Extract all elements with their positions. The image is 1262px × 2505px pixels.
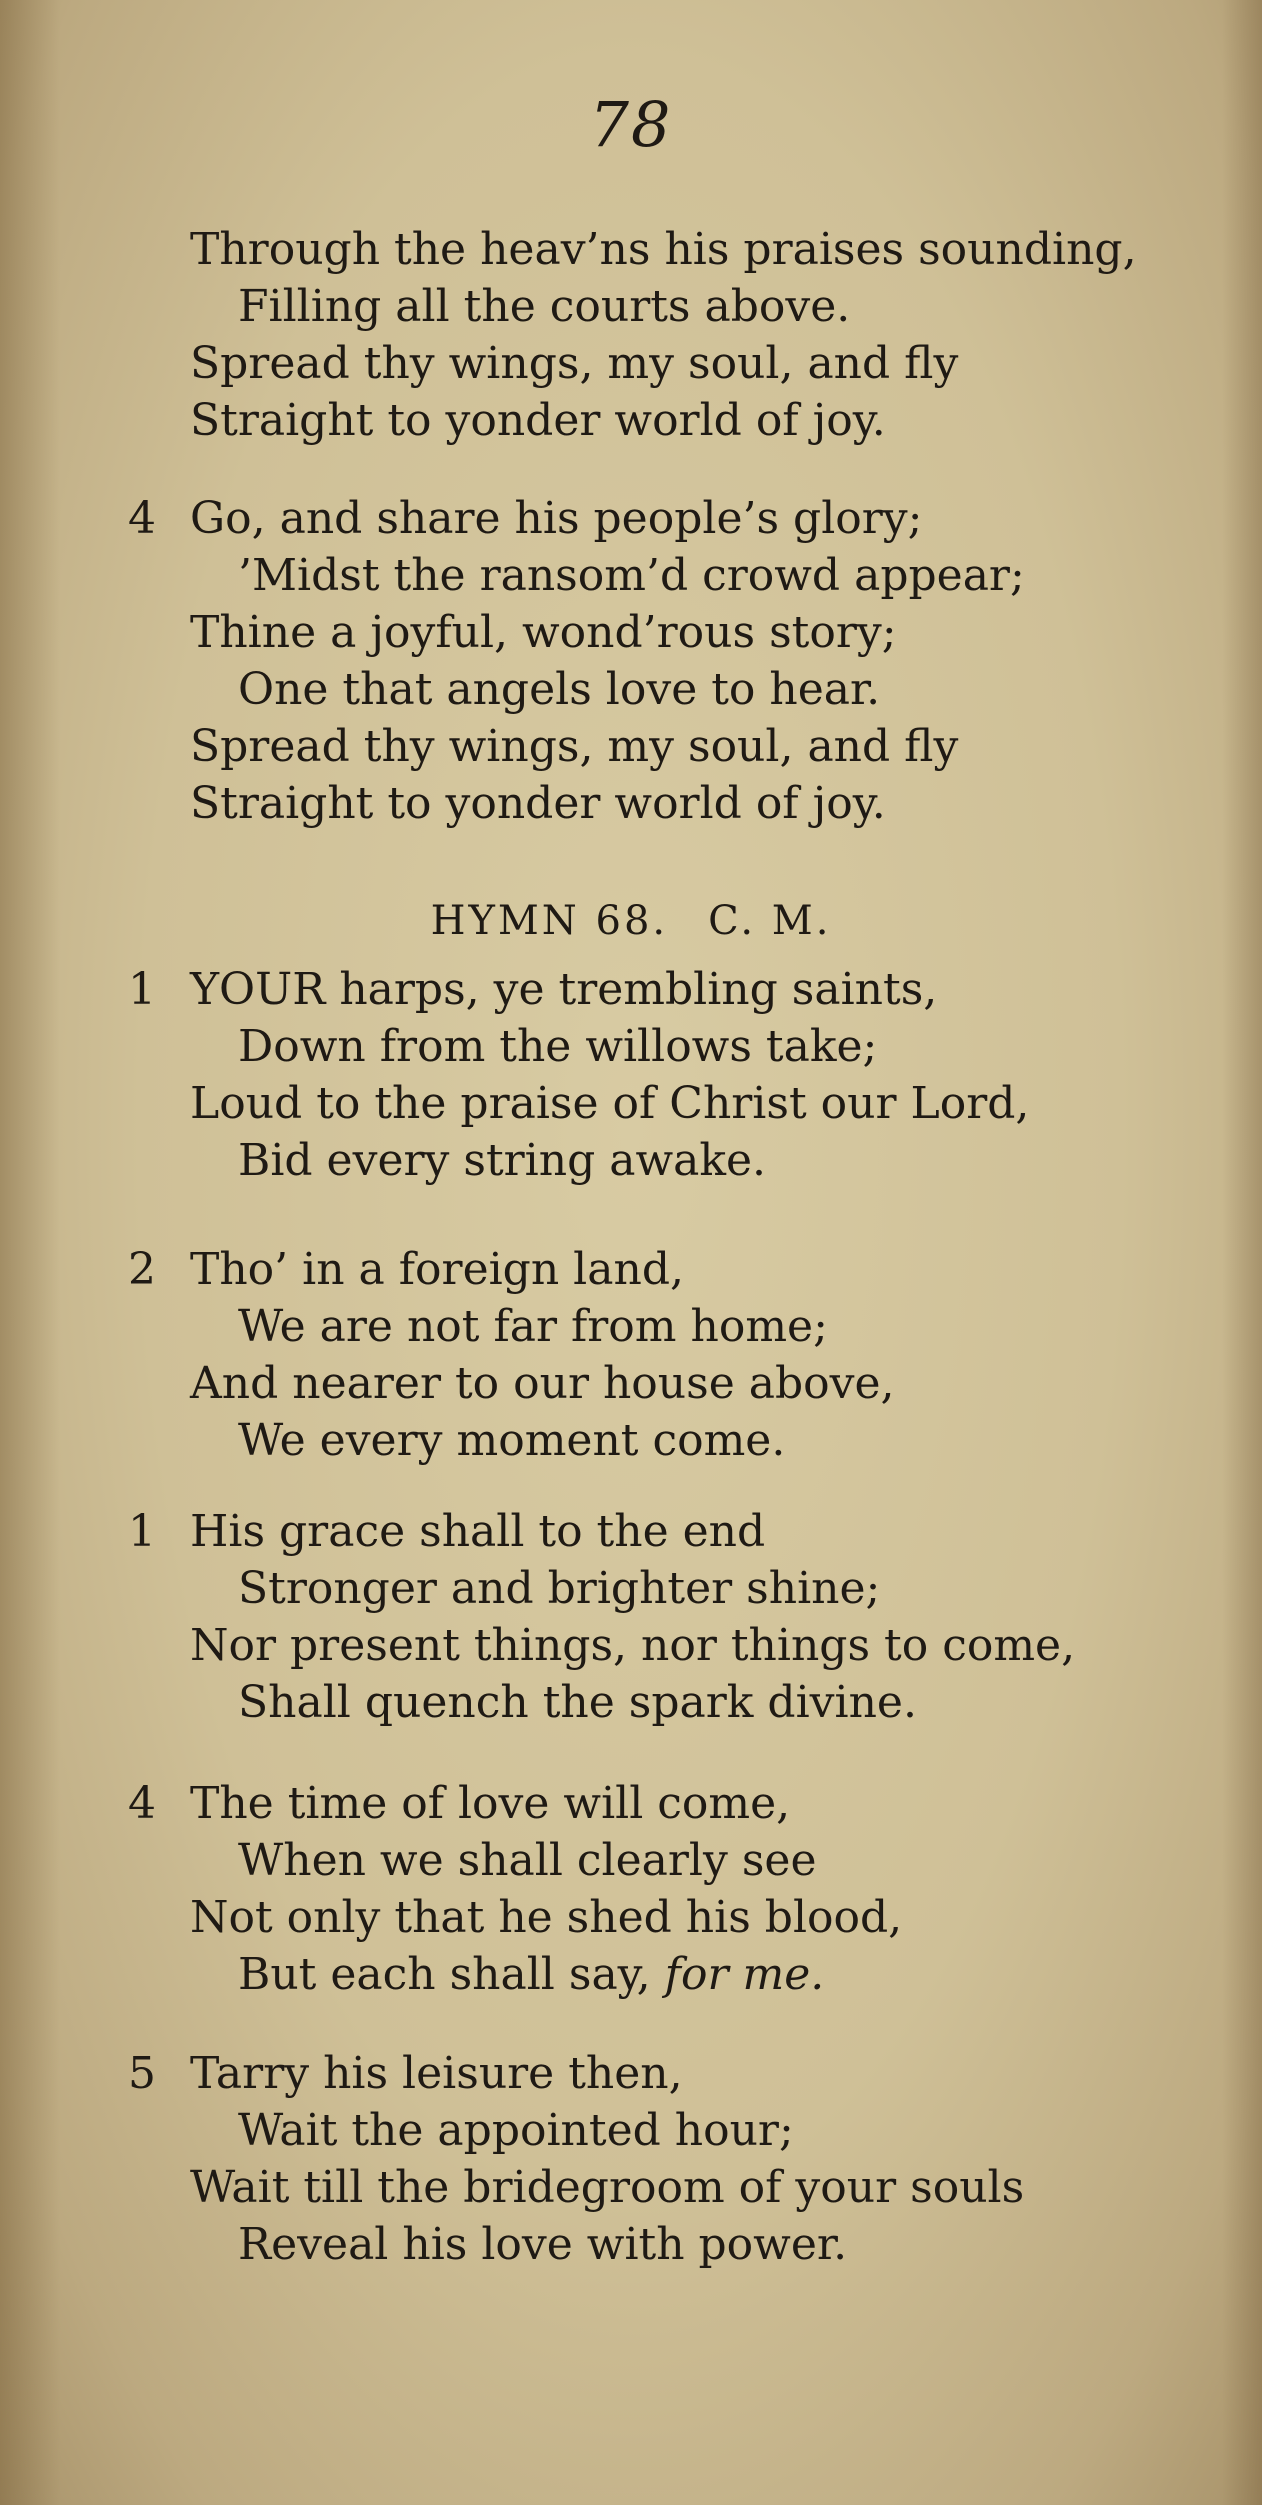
verse-line bbox=[238, 1949, 825, 2000]
verse-line: One that angels love to hear. bbox=[238, 664, 881, 715]
verse-line: We are not far from home; bbox=[238, 1301, 828, 1352]
verse-line: YOUR harps, ye trembling saints, bbox=[190, 964, 938, 1015]
verse-line: Filling all the courts above. bbox=[238, 281, 851, 332]
verse-line: Tarry his leisure then, bbox=[190, 2048, 683, 2099]
stanza-number: 5 bbox=[128, 2048, 156, 2099]
verse-line: Shall quench the spark divine. bbox=[238, 1677, 917, 1728]
verse-line: When we shall clearly see bbox=[238, 1835, 817, 1886]
verse-line: We every moment come. bbox=[238, 1415, 786, 1466]
verse-line: His grace shall to the end bbox=[190, 1506, 766, 1557]
verse-text: But each shall say, bbox=[238, 1949, 651, 2000]
verse-line: Tho’ in a foreign land, bbox=[190, 1244, 684, 1295]
verse-line: And nearer to our house above, bbox=[190, 1358, 895, 1409]
verse-line: The time of love will come, bbox=[190, 1778, 791, 1829]
verse-line: Wait the appointed hour; bbox=[238, 2105, 794, 2156]
page-number: 78 bbox=[589, 88, 673, 161]
verse-line: Thine a joyful, wond’rous story; bbox=[190, 607, 897, 658]
emphasis-text: for me. bbox=[664, 1949, 825, 2000]
verse-line: Nor present things, nor things to come, bbox=[190, 1620, 1076, 1671]
stanza-number: 4 bbox=[128, 1778, 156, 1829]
verse-line: Spread thy wings, my soul, and fly bbox=[190, 338, 959, 389]
verse-line: Wait till the bridegroom of your souls bbox=[190, 2162, 1025, 2213]
verse-line: Not only that he shed his blood, bbox=[190, 1892, 903, 1943]
verse-line: ’Midst the ransom’d crowd appear; bbox=[238, 550, 1025, 601]
verse-line: Down from the willows take; bbox=[238, 1021, 878, 1072]
verse-line: Stronger and brighter shine; bbox=[238, 1563, 881, 1614]
stanza-number: 1 bbox=[128, 1506, 156, 1557]
hymn-heading bbox=[0, 898, 1262, 944]
verse-line: Straight to yonder world of joy. bbox=[190, 395, 886, 446]
verse-line: Loud to the praise of Christ our Lord, bbox=[190, 1078, 1030, 1129]
hymn-meter: C. M. bbox=[708, 898, 832, 944]
verse-line: Through the heav’ns his praises sounding, bbox=[190, 224, 1137, 275]
verse-line: Reveal his love with power. bbox=[238, 2219, 848, 2270]
stanza-number: 4 bbox=[128, 493, 156, 544]
verse-line: Bid every string awake. bbox=[238, 1135, 767, 1186]
stanza-number: 2 bbox=[128, 1244, 156, 1295]
hymn-title: HYMN 68. bbox=[430, 898, 669, 944]
verse-line: Spread thy wings, my soul, and fly bbox=[190, 721, 959, 772]
stanza-number: 1 bbox=[128, 964, 156, 1015]
verse-line: Straight to yonder world of joy. bbox=[190, 778, 886, 829]
verse-line: Go, and share his people’s glory; bbox=[190, 493, 923, 544]
